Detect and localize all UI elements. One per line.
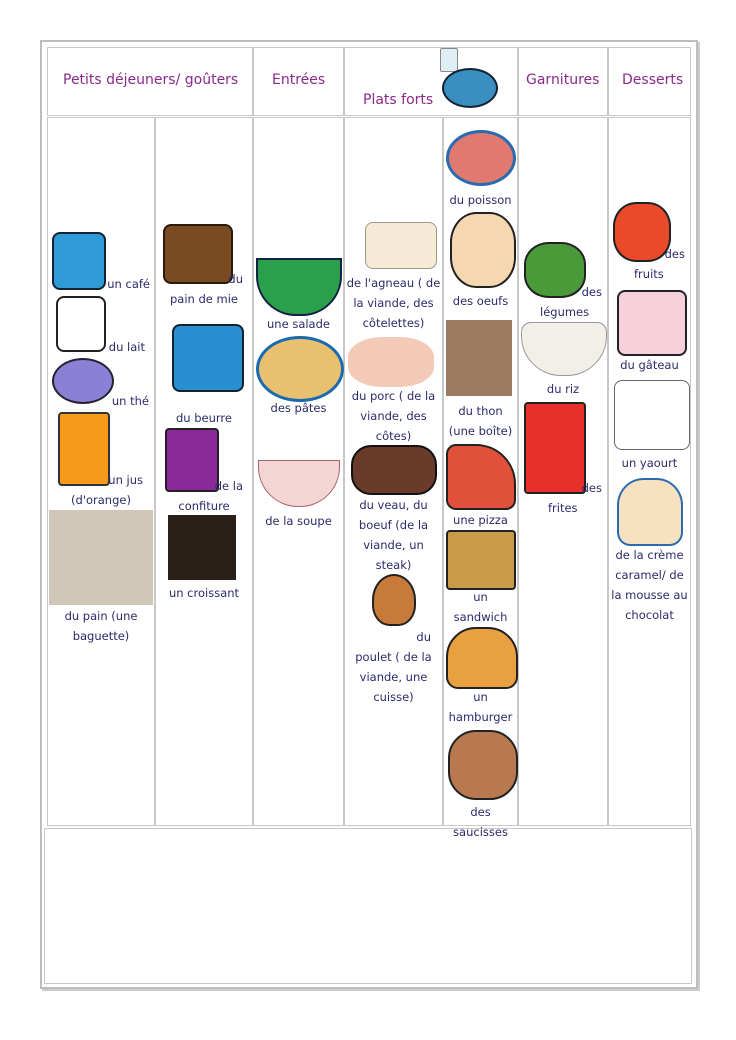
fish-icon [446,130,516,186]
label-pates: des pâtes [270,401,327,415]
lamb-diagram [365,222,437,269]
eggs-icon [450,212,516,288]
label-lait: du lait [108,340,145,354]
label-fruits: des fruits [634,247,685,281]
sandwich-icon [446,530,516,590]
label-riz: du riz [546,382,580,396]
chicken-leg-icon [372,574,416,626]
label-pizza: une pizza [453,513,508,527]
baguette-photo [49,510,153,605]
meal-plate-icon [442,68,498,108]
tuna-can-photo [446,320,512,396]
header-breakfast: Petits déjeuners/ goûters [63,72,239,88]
label-legumes: des légumes [540,285,602,319]
hamburger-icon [446,627,518,689]
label-pain: du pain (une baguette) [64,609,138,643]
label-cafe: un café [107,277,150,291]
label-veau: du veau, du boeuf (de la viande, un steak) [358,498,429,572]
label-frites: des frites [548,481,602,515]
croissant-photo [168,515,236,580]
label-porc: du porc ( de la viande, des côtes) [351,389,436,443]
label-sandwich: un sandwich [453,590,508,624]
header-sides: Garnitures [526,72,600,88]
steak-icon [351,445,437,495]
header-starters: Entrées [272,72,326,88]
cake-icon [617,290,687,356]
label-oeufs: des oeufs [452,294,509,308]
label-croissant: un croissant [168,586,240,600]
header-mains: Plats forts [363,92,434,108]
label-confiture: de la confiture [178,479,243,513]
glass-icon [440,48,458,72]
label-poulet: du poulet ( de la viande, une cuisse) [355,630,432,704]
header-desserts: Desserts [622,72,684,88]
label-gateau: du gâteau [620,358,679,372]
yogurt-icon [614,380,690,450]
label-salade: une salade [267,317,330,331]
label-thon: du thon (une boîte) [448,404,513,438]
label-agneau: de l'agneau ( de la viande, des côtelettes) [346,276,441,330]
empty-row [44,828,692,984]
label-the: un thé [111,394,149,408]
pork-diagram [348,337,434,387]
label-soupe: de la soupe [265,514,332,528]
label-jus: un jus (d'orange) [71,473,143,507]
label-beurre: du beurre [176,411,232,425]
label-pain-de-mie: du pain de mie [170,272,243,306]
label-hamburger: un hamburger [448,690,513,724]
butter-icon [172,324,244,392]
pasta-plate-icon [256,336,344,402]
label-yaourt: un yaourt [621,456,678,470]
dessert-cup-icon [617,478,683,546]
label-saucisses: des saucisses [453,805,508,839]
sausages-icon [448,730,518,800]
label-creme: de la crème caramel/ de la mousse au chocolat [611,548,688,622]
label-poisson: du poisson [449,193,512,207]
